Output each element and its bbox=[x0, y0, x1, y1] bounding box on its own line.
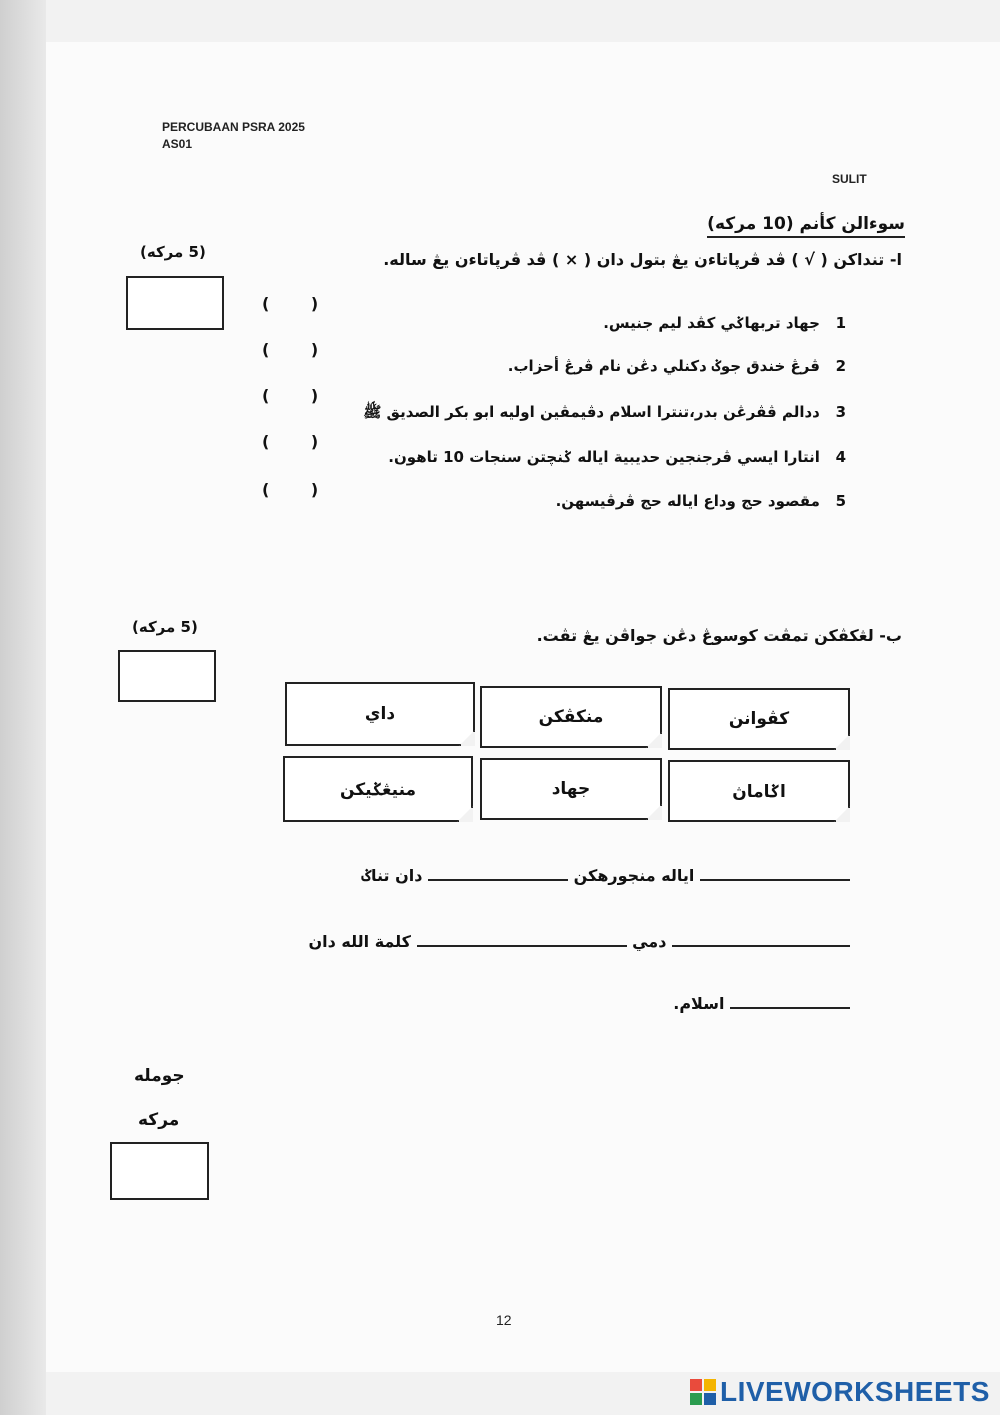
sentence-3-text: اسلام. bbox=[673, 994, 725, 1013]
word-card-2[interactable]: منكڤكن bbox=[480, 686, 662, 748]
answer-slot-1[interactable]: ( ) bbox=[262, 294, 337, 313]
item-number: 1 bbox=[835, 314, 846, 332]
answer-slot-3[interactable]: ( ) bbox=[262, 386, 337, 405]
blank-5[interactable] bbox=[730, 1007, 850, 1009]
item-text: ڤرڠ خندق جوݢ دكنلي دڠن نام ڤرڠ أحزاب. bbox=[507, 357, 820, 375]
part-a-score-box[interactable] bbox=[126, 276, 224, 330]
blank-4[interactable] bbox=[417, 945, 627, 947]
paper-code: AS01 bbox=[162, 137, 193, 151]
sentence-2-text-a: دمي bbox=[632, 932, 667, 951]
part-a-item-4 bbox=[388, 448, 846, 466]
part-b-score-box[interactable] bbox=[118, 650, 216, 702]
item-text: جهاد تربهاݢي كڤد ليم جنيس. bbox=[603, 314, 820, 332]
blank-3[interactable] bbox=[672, 945, 850, 947]
sentence-1-text-b: دان تناݢ bbox=[361, 866, 423, 885]
blank-1[interactable] bbox=[700, 879, 850, 881]
section-title: سوءالن كأنم (10 مركه) bbox=[707, 214, 905, 238]
total-score-box[interactable] bbox=[110, 1142, 209, 1200]
blank-2[interactable] bbox=[428, 879, 568, 881]
liveworksheets-logo bbox=[690, 1376, 990, 1408]
page-number: 12 bbox=[496, 1312, 512, 1328]
total-label-2: مركه bbox=[138, 1110, 180, 1130]
item-text: مقصود حج وداع اياله حج ڤرڤيسهن. bbox=[555, 492, 820, 510]
answer-slot-5[interactable]: ( ) bbox=[262, 480, 337, 499]
item-number: 4 bbox=[835, 448, 846, 466]
liveworksheets-logo-icon bbox=[690, 1379, 716, 1405]
part-b-instruction: ب- لڠكڤكن تمڤت كوسوڠ دڠن جواڤن يڠ تڤت. bbox=[536, 626, 902, 645]
part-a-item-3 bbox=[363, 403, 846, 425]
sentence-1 bbox=[362, 866, 850, 885]
answer-slot-2[interactable]: ( ) bbox=[262, 340, 337, 359]
sentence-2 bbox=[308, 932, 850, 951]
item-text: ددالم ڤڤرڠن بدر،تنترا اسلام دڤيمڤين اوليه ابو بكر الصديق ﷺ bbox=[363, 403, 820, 421]
part-a-item-5 bbox=[556, 492, 846, 510]
item-number: 5 bbox=[835, 492, 846, 510]
classification-label: SULIT bbox=[832, 172, 867, 186]
item-text: انتارا ايسي ڤرجنجين حديبية اياله ݢنچتن سنجات 10 تاهون. bbox=[388, 448, 820, 466]
part-b-marks: (5 مركه) bbox=[132, 618, 198, 636]
item-number: 2 bbox=[835, 357, 846, 375]
word-card-1[interactable]: كڤوانن bbox=[668, 688, 850, 750]
part-a-marks: (5 مركه) bbox=[140, 243, 206, 261]
sentence-2-text-b: كلمة الله دان bbox=[308, 932, 411, 951]
part-a-item-2 bbox=[508, 357, 846, 375]
scan-edge-shadow bbox=[0, 0, 46, 1415]
word-card-3[interactable]: داي bbox=[285, 682, 475, 746]
exam-title: PERCUBAAN PSRA 2025 bbox=[162, 120, 305, 134]
sentence-3 bbox=[673, 994, 850, 1013]
answer-slot-4[interactable]: ( ) bbox=[262, 432, 337, 451]
total-label-1: جومله bbox=[134, 1066, 185, 1086]
item-number: 3 bbox=[835, 403, 846, 421]
sentence-1-text-a: اياله منجورهكن bbox=[573, 866, 695, 885]
brand-name: LIVEWORKSHEETS bbox=[720, 1376, 990, 1407]
word-card-4[interactable]: اݢاماڽ bbox=[668, 760, 850, 822]
part-a-instruction: ا- تنداكن ( √ ) ڤد ڤرڽاتاءن يڠ بتول دان ( × ) ڤد ڤرڽاتاءن يڠ ساله. bbox=[383, 250, 902, 269]
word-card-5[interactable]: جهاد bbox=[480, 758, 662, 820]
word-card-6[interactable]: منيڠݢيكن bbox=[283, 756, 473, 822]
part-a-item-1 bbox=[603, 314, 846, 332]
